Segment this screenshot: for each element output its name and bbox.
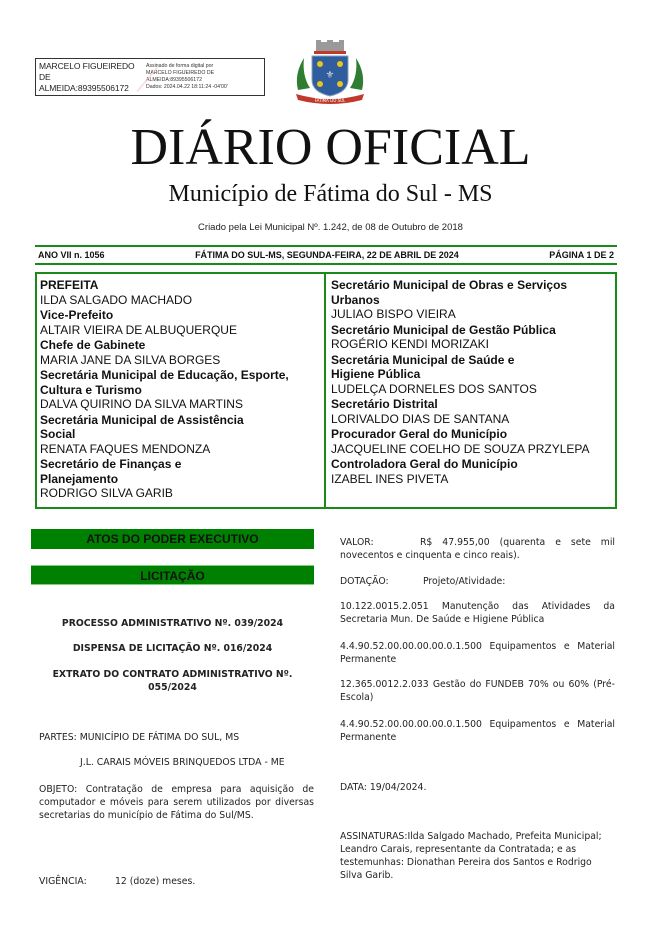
- official-role: Secretária Municipal de Assistência Social: [40, 412, 244, 441]
- svg-text:⚜: ⚜: [325, 70, 335, 81]
- value-label: VALOR:: [340, 537, 374, 548]
- official-role: Procurador Geral do Município: [331, 427, 508, 441]
- pdf-signature-watermark-icon: ⟋: [136, 61, 159, 99]
- term-label: VIGÊNCIA:: [39, 876, 87, 887]
- official-name: JACQUELINE COELHO DE SOUZA PRZYLEPA: [331, 441, 590, 456]
- digital-signature-box: [35, 58, 265, 99]
- official-name: ROGÉRIO KENDI MORIZAKI: [331, 337, 490, 351]
- parties-contractor: J.L. CARAIS MÓVEIS BRINQUEDOS LTDA - ME: [80, 757, 285, 768]
- contract-extract-heading: EXTRATO DO CONTRATO ADMINISTRATIVO Nº. 055/2024: [52, 669, 293, 693]
- date-label: DATA:: [340, 782, 367, 793]
- edition-number: ANO VII n. 1056: [38, 250, 105, 260]
- officials-right-column: [326, 274, 615, 507]
- official-role: Secretário de Finanças e Planejamento: [40, 457, 182, 486]
- official-role: Secretário Distrital: [331, 397, 438, 411]
- official-role: Chefe de Gabinete: [40, 338, 146, 352]
- allocation-item: 4.4.90.52.00.00.00.00.0.1.500 Equipamentos e Material Permanente: [340, 641, 615, 665]
- official-name: RODRIGO SILVA GARIB: [40, 486, 173, 500]
- official-name: RENATA FAQUES MENDONZA: [40, 441, 211, 456]
- signature-detail-line: MARCELO FIGUEIREDO DE: [146, 70, 215, 76]
- value-paragraph: [340, 536, 615, 562]
- official-name: JULIAO BISPO VIEIRA: [331, 307, 456, 321]
- value-text: R$ 47.955,00 (quarenta e sete mil novecentos e cinquenta e cinco reais).: [340, 537, 615, 561]
- date-paragraph: [340, 781, 615, 794]
- official-role: Secretário Municipal de Gestão Pública: [331, 322, 556, 337]
- municipality-subtitle: Município de Fátima do Sul - MS: [168, 181, 493, 207]
- official-name: LORIVALDO DIAS DE SANTANA: [331, 411, 510, 426]
- object-paragraph: [39, 783, 314, 822]
- allocation-text: Projeto/Atividade:: [422, 576, 506, 587]
- object-label: OBJETO:: [39, 784, 78, 795]
- signature-signer: MARCELO FIGUEIREDO DE ALMEIDA:89395506172: [39, 60, 135, 93]
- edition-masthead: [35, 245, 617, 265]
- object-text: Contratação de empresa para aquisição de computador e móveis para serem utilizados por diversas secretarias do município de Fátima do Sul/MS.: [39, 784, 314, 821]
- allocation-label: DOTAÇÃO:: [340, 576, 389, 587]
- signatures-label: ASSINATURAS:: [340, 831, 408, 842]
- signature-detail-line: ALMEIDA:89395506172: [146, 77, 202, 83]
- allocation-paragraph: [340, 575, 615, 588]
- process-number-heading: PROCESSO ADMINISTRATIVO Nº. 039/2024: [61, 618, 284, 629]
- place-and-date: FÁTIMA DO SUL-MS, SEGUNDA-FEIRA, 22 DE ABRIL DE 2024: [195, 250, 459, 260]
- section-bidding: LICITAÇÃO: [31, 565, 314, 585]
- official-name: ILDA SALGADO MACHADO: [40, 292, 193, 307]
- allocation-item: 4.4.90.52.00.00.00.00.0.1.500 Equipamentos e Material Permanente: [340, 719, 615, 743]
- bidding-waiver-heading: DISPENSA DE LICITAÇÃO Nº. 016/2024: [72, 643, 273, 654]
- section-executive-acts: ATOS DO PODER EXECUTIVO: [31, 529, 314, 549]
- signatures-paragraph: [340, 830, 615, 882]
- svg-text:FÁTIMA DO SUL: FÁTIMA DO SUL: [314, 98, 346, 103]
- official-role: Vice-Prefeito: [40, 308, 114, 322]
- official-role: Secretário Municipal de Obras e Serviços Urbanos: [331, 278, 568, 307]
- allocation-item: 10.122.0015.2.051 Manutenção das Atividades da Secretaria Mun. De Saúde e Higiene Pública: [340, 601, 615, 625]
- officials-left-column: [37, 274, 326, 507]
- term-text: 12 (doze) meses.: [114, 876, 196, 887]
- official-name: LUDELÇA DORNELES DOS SANTOS: [331, 381, 537, 396]
- newspaper-title: DIÁRIO OFICIAL: [130, 119, 531, 176]
- parties-line: [39, 731, 314, 744]
- creation-law-note: Criado pela Lei Municipal Nº. 1.242, de 08 de Outubro de 2018: [198, 222, 463, 233]
- official-name: DALVA QUIRINO DA SILVA MARTINS: [40, 397, 243, 411]
- term-paragraph: [39, 875, 314, 888]
- date-text: 19/04/2024.: [369, 782, 427, 793]
- official-role: PREFEITA: [40, 278, 99, 292]
- parties-label: PARTES:: [39, 732, 77, 743]
- coat-of-arms-icon: [290, 40, 370, 106]
- official-role: Controladora Geral do Município: [331, 457, 518, 471]
- allocation-item: 12.365.0012.2.033 Gestão do FUNDEB 70% ou 60% (Pré-Escola): [340, 679, 615, 703]
- signature-detail-line: Assinado de forma digital por: [146, 63, 214, 69]
- officials-directory: [35, 272, 617, 509]
- official-name: ALTAIR VIEIRA DE ALBUQUERQUE: [40, 322, 237, 337]
- signatures-text: Ilda Salgado Machado, Prefeita Municipal; Leandro Carais, representante da Contratada; e as testemunhas: Dionathan Pereira dos Santos e Rodrigo Silva Garib.: [340, 831, 602, 881]
- official-role: Secretária Municipal de Educação, Esporte, Cultura e Turismo: [40, 368, 289, 397]
- signature-detail-line: Dados: 2024.04.22 18:11:24 -04'00': [146, 84, 228, 90]
- page-indicator: PÁGINA 1 DE 2: [549, 250, 614, 260]
- official-name: IZABEL INES PIVETA: [331, 471, 449, 486]
- official-name: MARIA JANE DA SILVA BORGES: [40, 352, 221, 367]
- official-role: Secretária Municipal de Saúde e Higiene Pública: [331, 352, 515, 381]
- parties-municipality: MUNICÍPIO DE FÁTIMA DO SUL, MS: [79, 732, 240, 743]
